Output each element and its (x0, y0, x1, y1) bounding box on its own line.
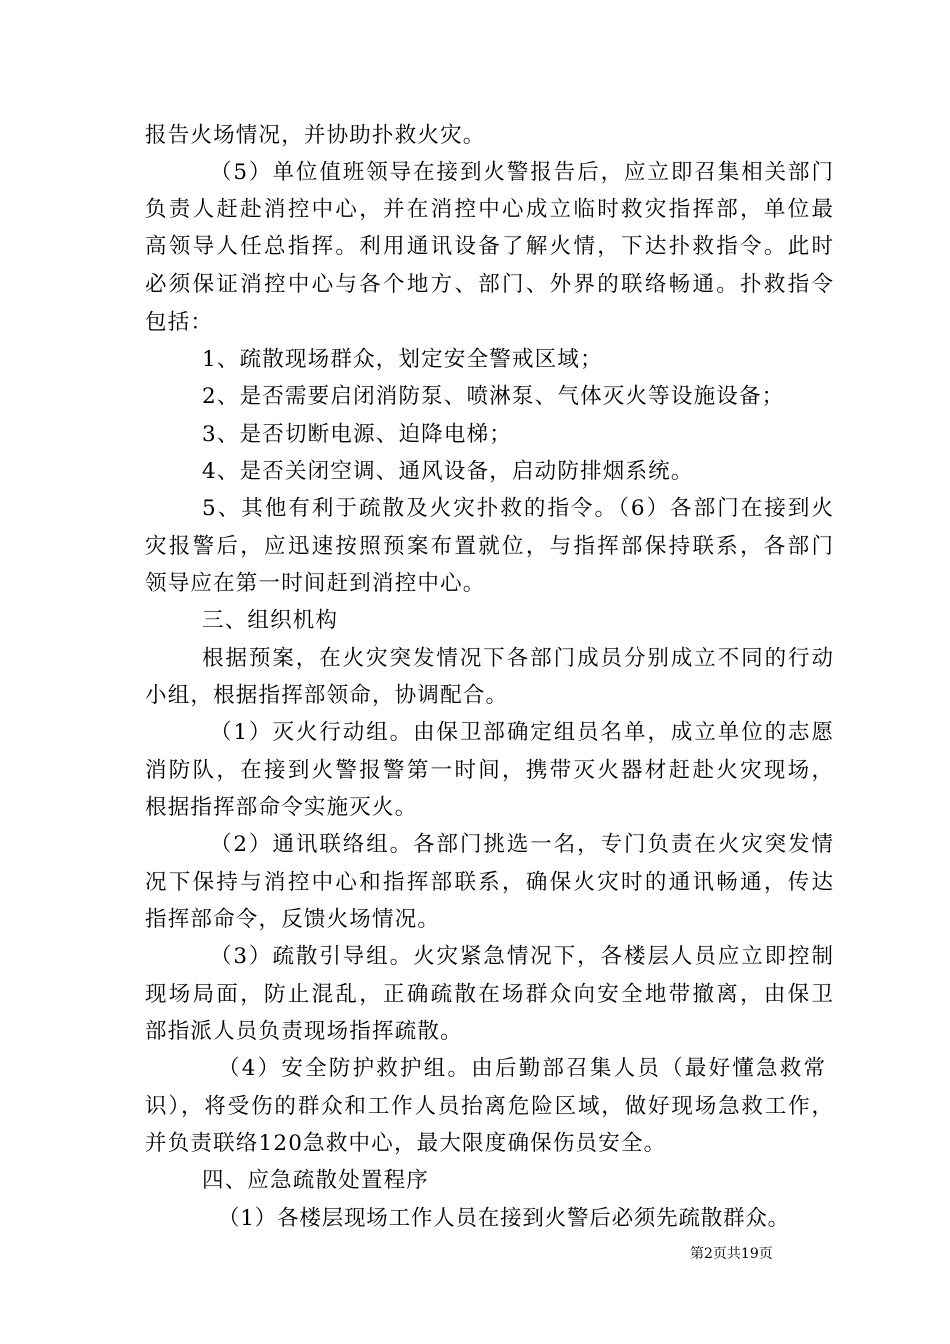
text-line: （3）疏散引导组。火灾紧急情况下，各楼层人员应立即控制 (210, 944, 833, 969)
text-line: 根据指挥部命令实施灭火。 (145, 795, 418, 820)
text-line: 报告火场情况，并协助扑救火灾。 (145, 123, 486, 148)
text-line: 高领导人任总指挥。利用通讯设备了解火情，下达扑救指令。此时 (145, 234, 833, 259)
text-line: （1）各楼层现场工作人员在接到火警后必须先疏散群众。 (218, 1206, 790, 1231)
page-number: 第2页共19页 (690, 1246, 773, 1262)
text-line: 消防队，在接到火警报警第一时间，携带灭火器材赶赴火灾现场， (145, 758, 833, 783)
text-line: 并负责联络120急救中心，最大限度确保伤员安全。 (145, 1131, 667, 1156)
text-line: 负责人赶赴消控中心，并在消控中心成立临时救灾指挥部，单位最 (145, 197, 833, 222)
text-line: 包括： (145, 310, 214, 335)
text-line: 小组，根据指挥部领命，协调配合。 (145, 683, 509, 708)
list-item: 4、是否关闭空调、通风设备，启动防排烟系统。 (202, 459, 694, 484)
list-item: 1、疏散现场群众，划定安全警戒区域； (202, 347, 603, 372)
text-line: 根据预案，在火灾突发情况下各部门成员分别成立不同的行动 (202, 646, 833, 671)
section-heading: 四、应急疏散处置程序 (202, 1168, 430, 1193)
list-item: 3、是否切断电源、迫降电梯； (202, 422, 512, 447)
text-line: （5）单位值班领导在接到火警报告后，应立即召集相关部门 (210, 160, 833, 185)
text-line: 灾报警后，应迅速按照预案布置就位，与指挥部保持联系，各部门 (145, 534, 833, 559)
text-line: 必须保证消控中心与各个地方、部门、外界的联络畅通。扑救指令 (145, 272, 833, 297)
text-line: 部指派人员负责现场指挥疏散。 (145, 1019, 463, 1044)
list-item: 5、其他有利于疏散及火灾扑救的指令。（6）各部门在接到火 (202, 496, 833, 521)
text-line: （4）安全防护救护组。由后勤部召集人员（最好懂急救常 (218, 1056, 825, 1081)
list-item: 2、是否需要启闭消防泵、喷淋泵、气体灭火等设施设备； (202, 384, 785, 409)
text-line: （1）灭火行动组。由保卫部确定组员名单，成立单位的志愿 (210, 720, 833, 745)
text-line: 领导应在第一时间赶到消控中心。 (145, 571, 486, 596)
text-line: 指挥部命令，反馈火场情况。 (145, 907, 441, 932)
text-line: 况下保持与消控中心和指挥部联系，确保火灾时的通讯畅通，传达 (145, 870, 833, 895)
text-line: 识），将受伤的群众和工作人员抬离危险区域，做好现场急救工作， (145, 1094, 833, 1119)
section-heading: 三、组织机构 (202, 608, 339, 633)
text-line: （2）通讯联络组。各部门挑选一名，专门负责在火灾突发情 (210, 832, 833, 857)
text-line: 现场局面，防止混乱，正确疏散在场群众向安全地带撤离，由保卫 (145, 982, 833, 1007)
